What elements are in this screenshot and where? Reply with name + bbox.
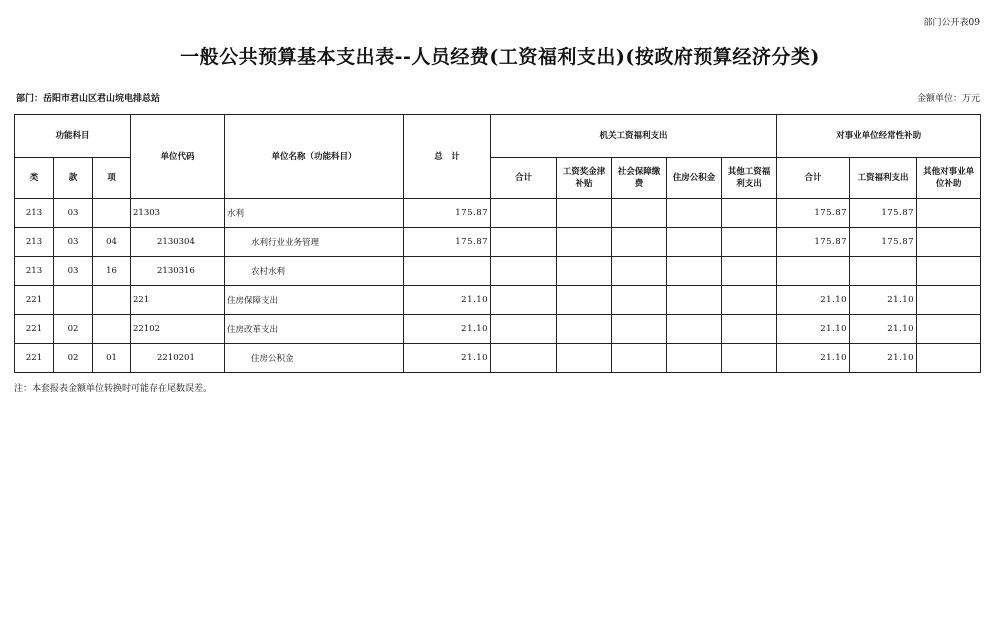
cell-inst-wage: 175.87: [850, 228, 917, 257]
cell-agency-social: [612, 257, 667, 286]
cell-total: 21.10: [404, 344, 491, 373]
header-agency-wage: 工资奖金津补贴: [557, 158, 612, 199]
cell-inst-wage: 21.10: [850, 315, 917, 344]
cell-unit-name: 农村水利: [225, 257, 404, 286]
cell-inst-total: 175.87: [777, 199, 850, 228]
cell-agency-housing: [667, 257, 722, 286]
table-row: [15, 286, 981, 315]
cell-agency-other: [722, 228, 777, 257]
cell-xiang: [93, 199, 131, 228]
cell-inst-wage: 21.10: [850, 286, 917, 315]
cell-unit-code: 221: [131, 286, 225, 315]
header-kuan: 款: [54, 158, 93, 199]
cell-agency-housing: [667, 344, 722, 373]
cell-lei: 213: [15, 199, 54, 228]
cell-kuan: [54, 286, 93, 315]
cell-lei: 221: [15, 286, 54, 315]
cell-unit-code: 21303: [131, 199, 225, 228]
cell-agency-wage: [557, 257, 612, 286]
cell-inst-wage: 175.87: [850, 199, 917, 228]
cell-agency-total: [491, 286, 557, 315]
cell-total: 21.10: [404, 315, 491, 344]
cell-inst-total: 21.10: [777, 344, 850, 373]
cell-agency-social: [612, 315, 667, 344]
cell-agency-social: [612, 286, 667, 315]
cell-lei: 213: [15, 228, 54, 257]
table-row: [15, 315, 981, 344]
department-label: 部门：岳阳市君山区君山垸电排总站: [16, 94, 161, 104]
cell-unit-name: 住房保障支出: [225, 286, 404, 315]
amount-unit-label: 金额单位：万元: [916, 94, 980, 104]
cell-agency-housing: [667, 199, 722, 228]
cell-unit-name: 住房改革支出: [225, 315, 404, 344]
cell-unit-code: 22102: [131, 315, 225, 344]
cell-agency-social: [612, 199, 667, 228]
cell-lei: 221: [15, 344, 54, 373]
cell-agency-total: [491, 315, 557, 344]
budget-table: [14, 114, 981, 373]
cell-inst-other: [917, 344, 981, 373]
cell-inst-other: [917, 228, 981, 257]
cell-kuan: 03: [54, 257, 93, 286]
cell-inst-total: [777, 257, 850, 286]
cell-inst-other: [917, 286, 981, 315]
cell-inst-other: [917, 257, 981, 286]
cell-total: 175.87: [404, 228, 491, 257]
cell-xiang: 01: [93, 344, 131, 373]
cell-inst-total: 175.87: [777, 228, 850, 257]
cell-total: 21.10: [404, 286, 491, 315]
cell-unit-name: 水利: [225, 199, 404, 228]
cell-kuan: 03: [54, 199, 93, 228]
header-agency-total: 合计: [491, 158, 557, 199]
cell-agency-other: [722, 199, 777, 228]
cell-lei: 221: [15, 315, 54, 344]
header-agency-housing: 住房公积金: [667, 158, 722, 199]
cell-agency-other: [722, 257, 777, 286]
header-xiang: 项: [93, 158, 131, 199]
cell-unit-code: 2130304: [131, 228, 225, 257]
cell-agency-total: [491, 344, 557, 373]
cell-kuan: 02: [54, 344, 93, 373]
footnote: 注：本套报表金额单位转换时可能存在尾数误差。: [14, 384, 213, 394]
header-lei: 类: [15, 158, 54, 199]
cell-agency-wage: [557, 344, 612, 373]
cell-inst-total: 21.10: [777, 286, 850, 315]
cell-agency-total: [491, 199, 557, 228]
table-body: [15, 199, 981, 373]
header-agency-other: 其他工资福利支出: [722, 158, 777, 199]
cell-agency-other: [722, 315, 777, 344]
header-unit-name: 单位名称（功能科目）: [225, 115, 404, 199]
header-inst-wage: 工资福利支出: [850, 158, 917, 199]
table-row: [15, 344, 981, 373]
cell-agency-other: [722, 286, 777, 315]
table-row: [15, 228, 981, 257]
cell-agency-social: [612, 228, 667, 257]
cell-agency-wage: [557, 199, 612, 228]
cell-unit-code: 2130316: [131, 257, 225, 286]
cell-xiang: [93, 315, 131, 344]
header-inst-other: 其他对事业单位补助: [917, 158, 981, 199]
header-agency-social: 社会保障缴费: [612, 158, 667, 199]
cell-agency-wage: [557, 286, 612, 315]
cell-lei: 213: [15, 257, 54, 286]
cell-inst-other: [917, 199, 981, 228]
cell-agency-housing: [667, 228, 722, 257]
header-func-subject: 功能科目: [15, 115, 131, 158]
cell-unit-code: 2210201: [131, 344, 225, 373]
page-title: 一般公共预算基本支出表--人员经费(工资福利支出)(按政府预算经济分类): [180, 46, 820, 68]
cell-total: [404, 257, 491, 286]
cell-agency-social: [612, 344, 667, 373]
table-row: [15, 257, 981, 286]
cell-inst-total: 21.10: [777, 315, 850, 344]
cell-agency-wage: [557, 315, 612, 344]
cell-unit-name: 水利行业业务管理: [225, 228, 404, 257]
cell-kuan: 02: [54, 315, 93, 344]
cell-kuan: 03: [54, 228, 93, 257]
cell-agency-total: [491, 228, 557, 257]
header-total: 总 计: [404, 115, 491, 199]
cell-total: 175.87: [404, 199, 491, 228]
header-agency-group: 机关工资福利支出: [491, 115, 777, 158]
cell-xiang: 04: [93, 228, 131, 257]
cell-agency-housing: [667, 315, 722, 344]
cell-inst-other: [917, 315, 981, 344]
cell-unit-name: 住房公积金: [225, 344, 404, 373]
cell-agency-total: [491, 257, 557, 286]
cell-inst-wage: [850, 257, 917, 286]
cell-xiang: 16: [93, 257, 131, 286]
header-unit-code: 单位代码: [131, 115, 225, 199]
cell-agency-wage: [557, 228, 612, 257]
header-inst-total: 合计: [777, 158, 850, 199]
cell-agency-housing: [667, 286, 722, 315]
cell-xiang: [93, 286, 131, 315]
form-number-label: 部门公开表09: [923, 18, 980, 28]
cell-agency-other: [722, 344, 777, 373]
header-institution-group: 对事业单位经常性补助: [777, 115, 981, 158]
cell-inst-wage: 21.10: [850, 344, 917, 373]
table-row: [15, 199, 981, 228]
